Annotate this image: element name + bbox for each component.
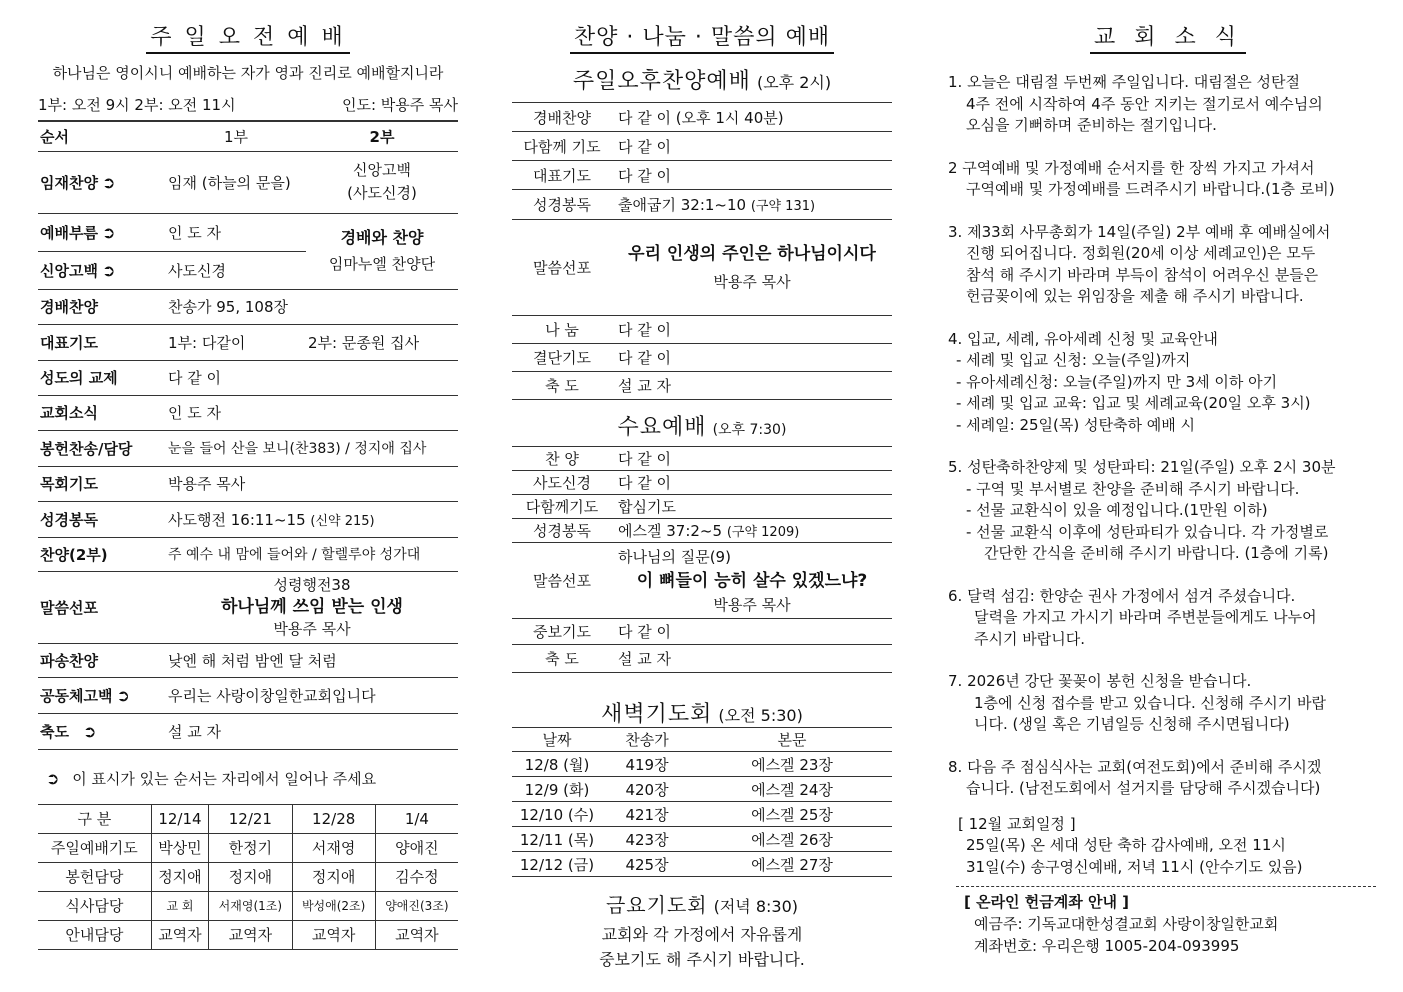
table-row: 말씀선포 하나님의 질문(9) 이 뼈들이 능히 살수 있겠느냐? 박용주 목사 — [512, 543, 892, 619]
dawn-prayer-title: 새벽기도회 (오전 5:30) — [601, 702, 803, 727]
list-item: 4. 입교, 세례, 유아세례 신청 및 교육안내 - 세례 및 입교 신청: 오늘(주일)까지 - 유아세례신청: 오늘(주일)까지 만 3세 이하 아기 - 세례 및 입교 교육: 입교 및 세례교육(20일 오후 3시) - 세례일: 25일(목) 성탄축하 예배 시 — [948, 329, 1311, 434]
list-item: 5. 성탄축하찬양제 및 성탄파티: 21일(주일) 오후 2시 30분 - 구역 및 부서별로 찬양을 준비해 주시기 바랍니다. - 선물 교환식이 있을 예정입니다.(1만원 이하) - 선물 교환식 이후에 성탄파티가 있습니다. 각 가정별로 간단한 간식을 준비해 주시기 바랍니다. (1층에 기록) — [948, 458, 1336, 562]
list-item: 7. 2026년 강단 꽃꽂이 봉헌 신청을 받습니다. 1층에 신청 접수를 받고 있습니다. 신청해 주시기 바랍 니다. (생일 혹은 기념일등 신청해 주시면됩니다) — [948, 672, 1326, 733]
list-item: 8. 다음 주 점심식사는 교회(여전도회)에서 준비해 주시겠 습니다. (남전도회에서 설거지를 담당해 주시겠습니다) — [948, 757, 1322, 797]
table-row: 구 분 12/14 12/21 12/28 1/4 — [38, 804, 458, 833]
standing-icon: ➲ — [82, 721, 97, 741]
table-row: 목회기도 박용주 목사 — [38, 466, 458, 501]
friday-prayer-text: 교회와 각 가정에서 자유롭게 중보기도 해 주시기 바랍니다. — [599, 925, 805, 969]
table-row: 12/8 (월) 419장 에스겔 23장 — [512, 752, 892, 777]
afternoon-service-title: 주일오후찬양예배 (오후 2시) — [572, 69, 832, 94]
standing-icon: ➲ — [46, 768, 60, 788]
table-row: 공동체고백 ➲ 우리는 사랑이창일한교회입니다 — [38, 677, 458, 713]
table-row: 12/10 (수) 421장 에스겔 25장 — [512, 802, 892, 827]
table-row: 경배찬양 다 같 이 (오후 1시 40분) — [512, 103, 892, 132]
table-row: 봉헌찬송/담당 눈을 들어 산을 보니(찬383) / 정지애 집사 — [38, 430, 458, 466]
table-row: 봉헌담당 정지애 정지애 정지애 김수정 — [38, 862, 458, 891]
praise-worship-column — [512, 0, 892, 972]
table-row: 축 도 설 교 자 — [512, 645, 892, 673]
motto: 하나님은 영이시니 예배하는 자가 영과 진리로 예배할지니라 — [52, 64, 444, 82]
standing-icon: ➲ — [101, 260, 116, 280]
table-row: 결단기도 다 같 이 — [512, 344, 892, 372]
table-row: 식사담당 교 회 서재영(1조) 박성애(2조) 양애진(3조) — [38, 891, 458, 920]
service-hours: 1부: 오전 9시 2부: 오전 11시 — [38, 96, 236, 114]
december-schedule: [ 12월 교회일정 ] 25일(목) 온 세대 성탄 축하 감사예배, 오전 11시 31일(수) 송구영신예배, 저녁 11시 (안수기도 있음) — [958, 814, 1303, 876]
order-of-service-table: 순서 1부 2부 임재찬양 ➲ 임재 (하늘의 문을) 신앙고백 (사도신경) 예배부름 ➲ 인 도 자 경배와 찬양 임마누엘 찬양단 신앙고백 ➲ 사도신경 경배찬양 찬송가 95, 108장 대표기도 1부: 다같이 2부: 문종원 집사 성도의 교제 다 같 이 교회소식 인 도 자 봉헌찬송/담당 눈을 들어 산을 보니(찬383) / 정지애 집사 목회기도 박용주 목사 성경봉독 사도행전 16:11~15 (신약 215) 찬양(2부) 주 예수 내 맘에 들어와 / 할렐루야 성가대 말씀선포 성령행전38 하나님께 쓰임 받는 인생 박용주 목사 파송찬양 낮엔 해 처럼 밤엔 달 처럼 공동체고백 ➲ 우리는 사랑이창일한교회입니다 축도 ➲ 설 교 자 — [38, 120, 458, 750]
table-row: 안내담당 교역자 교역자 교역자 교역자 — [38, 920, 458, 949]
list-item: 3. 제33회 사무총회가 14일(주일) 2부 예배 후 예배실에서 진행 되어집니다. 정회원(20세 이상 세례교인)은 모두 참석 해 주시기 바라며 부득이 참석이 어려우신 분들은 헌금꽂이에 있는 위임장을 제출 해 주시기 바랍니다. — [948, 222, 1331, 305]
table-row: 축 도 설 교 자 — [512, 372, 892, 400]
column-heading: 교 회 소 식 — [948, 20, 1388, 52]
duty-table — [38, 804, 458, 950]
table-row: 파송찬양 낮엔 해 처럼 밤엔 달 처럼 — [38, 643, 458, 677]
table-row: 말씀선포 성령행전38 하나님께 쓰임 받는 인생 박용주 목사 — [38, 571, 458, 643]
service-times — [38, 94, 458, 120]
table-row: 12/9 (화) 420장 에스겔 24장 — [512, 777, 892, 802]
standing-icon: ➲ — [116, 685, 130, 705]
table-row: 성경봉독 사도행전 16:11~15 (신약 215) — [38, 501, 458, 537]
table-row: 다함께기도 합심기도 — [512, 495, 892, 519]
table-row: 찬양(2부) 주 예수 내 맘에 들어와 / 할렐루야 성가대 — [38, 537, 458, 571]
table-row: 교회소식 인 도 자 — [38, 395, 458, 430]
table-row: 대표기도 1부: 다같이 2부: 문종원 집사 — [38, 324, 458, 360]
table-row: 대표기도 다 같 이 — [512, 161, 892, 190]
standing-note: ➲ 이 표시가 있는 순서는 자리에서 일어나 주세요 — [46, 768, 377, 788]
table-row: 성경봉독 출애굽기 32:1~10 (구약 131) — [512, 190, 892, 220]
sunday-morning-column — [38, 0, 458, 950]
wednesday-service-title: 수요예배 (오후 7:30) — [617, 415, 787, 440]
list-item: 2 구역예배 및 가정예배 순서지를 한 장씩 가지고 가셔서 구역예배 및 가정예배를 드려주시기 바랍니다.(1층 로비) — [948, 158, 1335, 198]
table-row: 성도의 교제 다 같 이 — [38, 360, 458, 395]
online-offering-account: [ 온라인 헌금계좌 안내 ] 예금주: 기독교대한성결교회 사랑이창일한교회 계좌번호: 우리은행 1005-204-093995 — [964, 893, 1279, 955]
friday-prayer-title: 금요기도회 (저녁 8:30) — [605, 893, 799, 917]
table-row: 찬 양 다 같 이 — [512, 447, 892, 471]
list-item: 1. 오늘은 대림절 두번째 주일입니다. 대림절은 성탄절 4주 전에 시작하여 4주 동안 지키는 절기로서 예수님의 오심을 기뻐하며 준비하는 절기입니다. — [948, 73, 1323, 134]
church-news-column — [948, 0, 1388, 957]
table-row: 중보기도 다 같 이 — [512, 619, 892, 645]
news-list — [948, 72, 1388, 957]
table-row: 신앙고백 ➲ 사도신경 — [38, 251, 458, 289]
column-heading: 찬양 · 나눔 · 말씀의 예배 — [512, 20, 892, 52]
table-row: 날짜 찬송가 본문 — [512, 728, 892, 752]
table-row: 주일예배기도 박상민 한정기 서재영 양애진 — [38, 833, 458, 862]
dawn-prayer-table — [512, 727, 892, 877]
merged-cell: 경배와 찬양 임마누엘 찬양단 — [306, 213, 458, 289]
table-row: 나 눔 다 같 이 — [512, 316, 892, 344]
table-row: 12/11 (목) 423장 에스겔 26장 — [512, 827, 892, 852]
list-item: 6. 달력 섬김: 한양순 권사 가정에서 섬겨 주셨습니다. 달력을 가지고 가시기 바라며 주변분들에게도 나누어 주시기 바랍니다. — [948, 586, 1317, 648]
standing-icon: ➲ — [101, 222, 116, 242]
standing-icon: ➲ — [101, 172, 116, 192]
divider — [956, 886, 1376, 887]
worship-leader: 인도: 박용주 목사 — [341, 96, 458, 114]
afternoon-service-table — [512, 102, 892, 400]
column-heading: 주 일 오 전 예 배 — [38, 20, 458, 52]
table-row: 12/12 (금) 425장 에스겔 27장 — [512, 852, 892, 877]
sermon-cell: 성령행전38 하나님께 쓰임 받는 인생 박용주 목사 — [166, 571, 458, 643]
table-row: 성경봉독 에스겔 37:2~5 (구약 1209) — [512, 519, 892, 543]
table-row: 다함께 기도 다 같 이 — [512, 132, 892, 161]
table-row: 임재찬양 ➲ 임재 (하늘의 문을) 신앙고백 (사도신경) — [38, 151, 458, 213]
table-row: 경배찬양 찬송가 95, 108장 — [38, 289, 458, 324]
table-row: 사도신경 다 같 이 — [512, 471, 892, 495]
table-row: 예배부름 ➲ 인 도 자 경배와 찬양 임마누엘 찬양단 — [38, 213, 458, 251]
wednesday-service-table — [512, 446, 892, 673]
table-row: 말씀선포 우리 인생의 주인은 하나님이시다 박용주 목사 — [512, 220, 892, 316]
table-row: 축도 ➲ 설 교 자 — [38, 713, 458, 749]
